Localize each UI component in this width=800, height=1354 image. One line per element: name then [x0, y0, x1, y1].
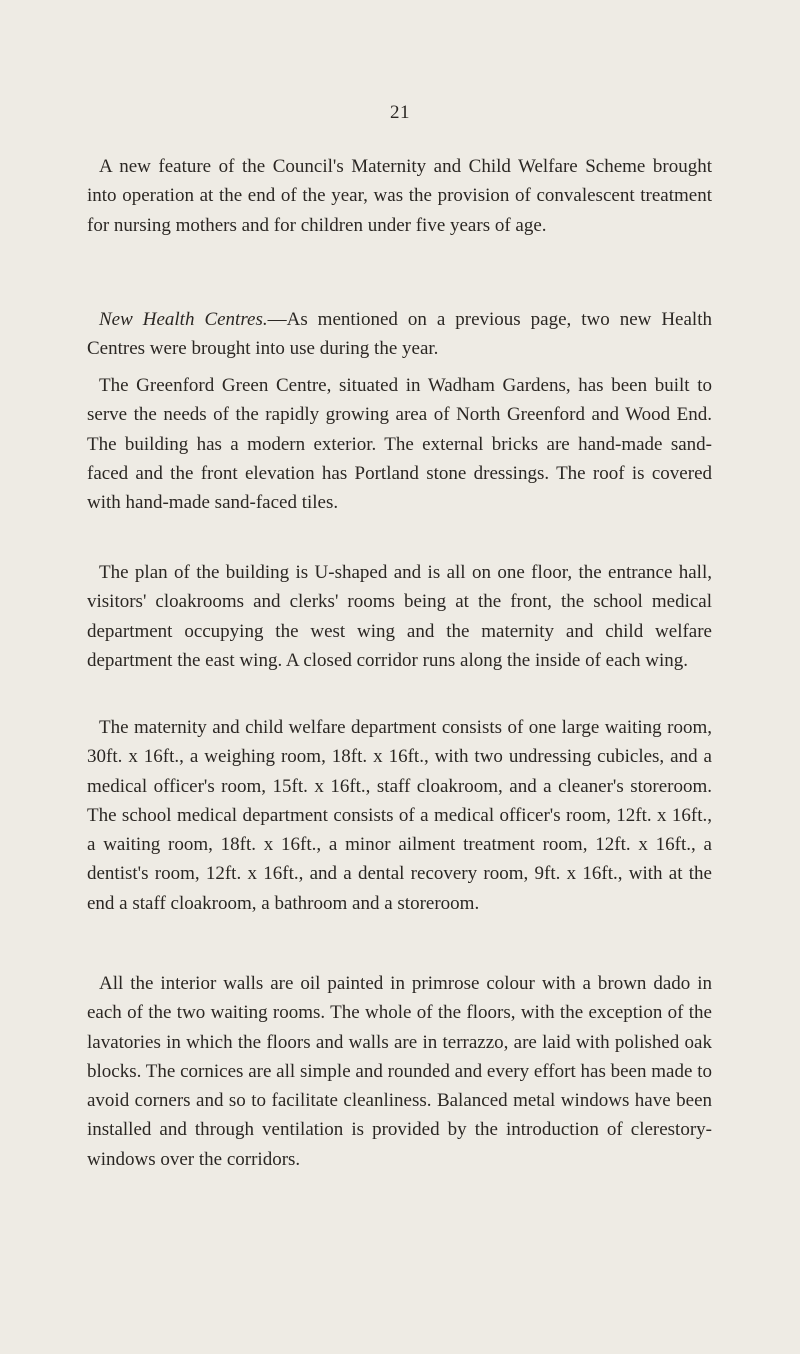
paragraph-greenford-green-centre — [87, 371, 712, 517]
page-number: 21 — [390, 102, 410, 123]
paragraph-text: The Greenford Green Centre, situated in Wadham Gardens, has been built to serve the needs of the rapidly growing area of North Greenford and Wood End. The building has a modern exterior. The external bricks are hand-made sand-faced and the front elevation has Portland stone dressings. The roof is covered with hand-made sand-faced tiles. — [87, 375, 712, 514]
paragraph-text: The plan of the building is U-shaped and is all on one floor, the entrance hall, visitors' cloakrooms and clerks' rooms being at the front, the school medical department occupying the west wing and the maternity and child welfare department the east wing. A closed corridor runs along the inside of each wing. — [87, 562, 712, 671]
paragraph-text: The maternity and child welfare department consists of one large waiting room, 30ft. x 16ft., a weighing room, 18ft. x 16ft., with two undressing cubicles, and a medical officer's room, 15ft. x 16ft., staff cloakroom, and a cleaner's storeroom. The school medical department consists of a medical officer's room, 12ft. x 16ft., a waiting room, 18ft. x 16ft., a minor ailment treatment room, 12ft. x 16ft., a dentist's room, 12ft. x 16ft., and a dental recovery room, 9ft. x 16ft., with at the end a staff cloakroom, a bathroom and a storeroom. — [87, 717, 712, 914]
paragraph-convalescent-treatment — [87, 152, 712, 240]
section-heading: New Health Centres. — [99, 309, 268, 330]
paragraph-new-health-centres — [87, 305, 712, 364]
paragraph-body — [87, 305, 712, 364]
paragraph-text: All the interior walls are oil painted in primrose colour with a brown dado in each of the two waiting rooms. The whole of the floors, with the exception of the lavatories in which the floors and walls are in terrazzo, are laid with polished oak blocks. The cornices are all simple and rounded and every effort has been made to avoid corners and so to facilitate cleanliness. Balanced metal windows have been installed and through ventilation is provided by the introduction of clerestory-windows over the corridors. — [87, 973, 712, 1170]
paragraph-department-rooms — [87, 713, 712, 918]
paragraph-building-plan — [87, 558, 712, 675]
paragraph-text: A new feature of the Council's Maternity and Child Welfare Scheme brought into operation at the end of the year, was the provision of convalescent treatment for nursing mothers and for children under five years of age. — [87, 156, 712, 236]
paragraph-interior-finishes — [87, 969, 712, 1174]
paragraph-text: —As mentioned on a previous page, two new Health Centres were brought into use during the year. — [87, 309, 712, 360]
